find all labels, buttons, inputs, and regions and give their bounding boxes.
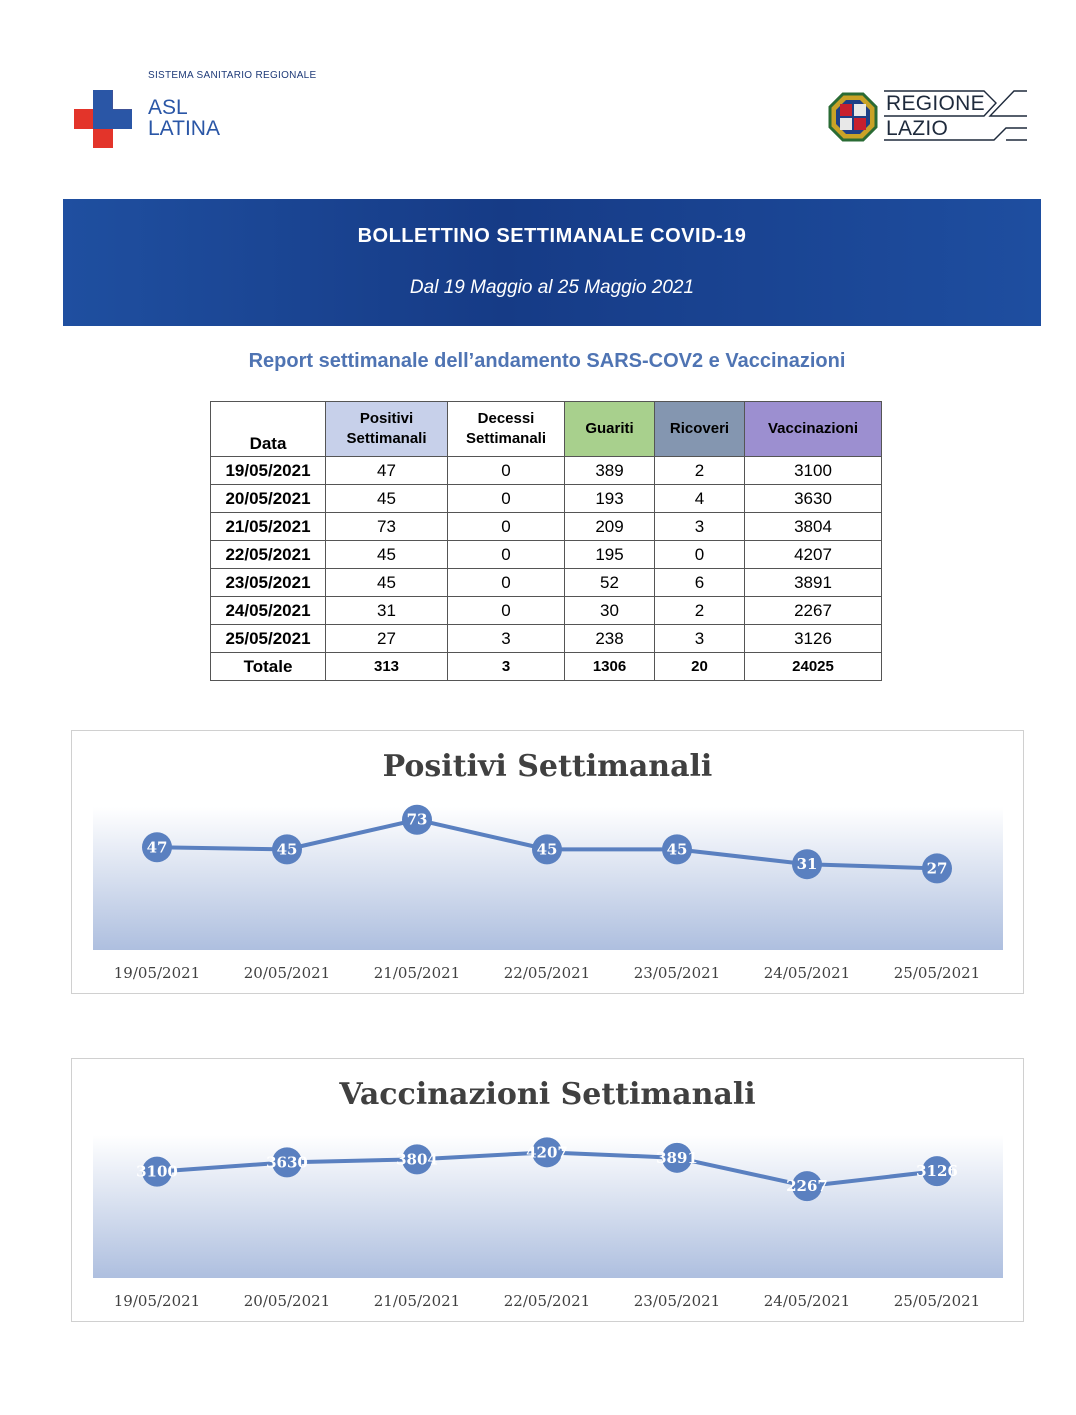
x-tick-label: 25/05/2021 xyxy=(893,1292,981,1310)
x-tick-label: 19/05/2021 xyxy=(113,964,201,982)
x-tick-label: 22/05/2021 xyxy=(503,1292,591,1310)
data-label: 3804 xyxy=(396,1150,438,1169)
positivi-chart xyxy=(71,730,1024,994)
data-label: 3126 xyxy=(916,1162,958,1181)
x-tick-label: 20/05/2021 xyxy=(243,964,331,982)
vaccinazioni-chart xyxy=(71,1058,1024,1322)
report-title: Report settimanale dell’andamento SARS-COV2 e Vaccinazioni xyxy=(248,350,846,372)
header-positivi: Positivi Settimanali xyxy=(326,402,448,457)
chart-title: Positivi Settimanali xyxy=(382,749,713,784)
data-label: 45 xyxy=(666,840,688,859)
x-tick-label: 24/05/2021 xyxy=(763,964,851,982)
asl-cross-icon xyxy=(74,90,132,148)
x-tick-label: 23/05/2021 xyxy=(633,964,721,982)
data-label: 4207 xyxy=(526,1143,568,1162)
data-label: 3100 xyxy=(136,1162,178,1181)
asl-name-line2: LATINA xyxy=(148,117,220,140)
table-header-row xyxy=(211,402,882,457)
data-label: 3891 xyxy=(656,1148,698,1167)
x-tick-label: 20/05/2021 xyxy=(243,1292,331,1310)
data-label: 27 xyxy=(926,859,948,878)
asl-system-label: SISTEMA SANITARIO REGIONALE xyxy=(148,70,317,81)
bulletin-banner xyxy=(63,199,1041,326)
weekly-data-table xyxy=(210,401,882,681)
header-ricoveri: Ricoveri xyxy=(655,402,745,457)
data-label: 47 xyxy=(146,838,168,857)
x-tick-label: 25/05/2021 xyxy=(893,964,981,982)
regione-lazio-logo xyxy=(828,90,1028,145)
region-name-line1: REGIONE xyxy=(886,92,985,115)
header-data: Data xyxy=(211,402,326,457)
table-row: 25/05/2021 27 3 238 3 3126 xyxy=(211,625,882,653)
table-row: 19/05/2021 47 0 389 2 3100 xyxy=(211,457,882,485)
data-label: 31 xyxy=(796,855,818,874)
table-total-row: Totale 313 3 1306 20 24025 xyxy=(211,653,882,681)
chart-title: Vaccinazioni Settimanali xyxy=(339,1077,756,1112)
data-label: 3630 xyxy=(266,1153,308,1172)
lazio-seal-icon xyxy=(828,92,878,142)
vaccinazioni-chart-plot xyxy=(72,1059,1023,1321)
table-row: 21/05/2021 73 0 209 3 3804 xyxy=(211,513,882,541)
x-tick-label: 19/05/2021 xyxy=(113,1292,201,1310)
asl-latina-logo xyxy=(74,68,374,158)
table-row: 24/05/2021 31 0 30 2 2267 xyxy=(211,597,882,625)
data-label: 45 xyxy=(536,840,558,859)
positivi-chart-plot xyxy=(72,731,1023,993)
table-row: 23/05/2021 45 0 52 6 3891 xyxy=(211,569,882,597)
x-tick-label: 22/05/2021 xyxy=(503,964,591,982)
table-row: 20/05/2021 45 0 193 4 3630 xyxy=(211,485,882,513)
header-decessi: Decessi Settimanali xyxy=(448,402,565,457)
data-label: 73 xyxy=(406,810,428,829)
data-label: 2267 xyxy=(786,1177,828,1196)
header-guariti: Guariti xyxy=(565,402,655,457)
asl-name-line1: ASL xyxy=(148,96,188,119)
bulletin-title: BOLLETTINO SETTIMANALE COVID-19 xyxy=(357,225,747,247)
plot-area xyxy=(93,807,1003,950)
table-row: 22/05/2021 45 0 195 0 4207 xyxy=(211,541,882,569)
x-tick-label: 21/05/2021 xyxy=(373,964,461,982)
x-tick-label: 24/05/2021 xyxy=(763,1292,851,1310)
region-name-line2: LAZIO xyxy=(886,117,949,140)
bulletin-date-range: Dal 19 Maggio al 25 Maggio 2021 xyxy=(409,277,695,298)
data-label: 45 xyxy=(276,840,298,859)
header-vaccinazioni: Vaccinazioni xyxy=(745,402,882,457)
x-tick-label: 21/05/2021 xyxy=(373,1292,461,1310)
x-tick-label: 23/05/2021 xyxy=(633,1292,721,1310)
